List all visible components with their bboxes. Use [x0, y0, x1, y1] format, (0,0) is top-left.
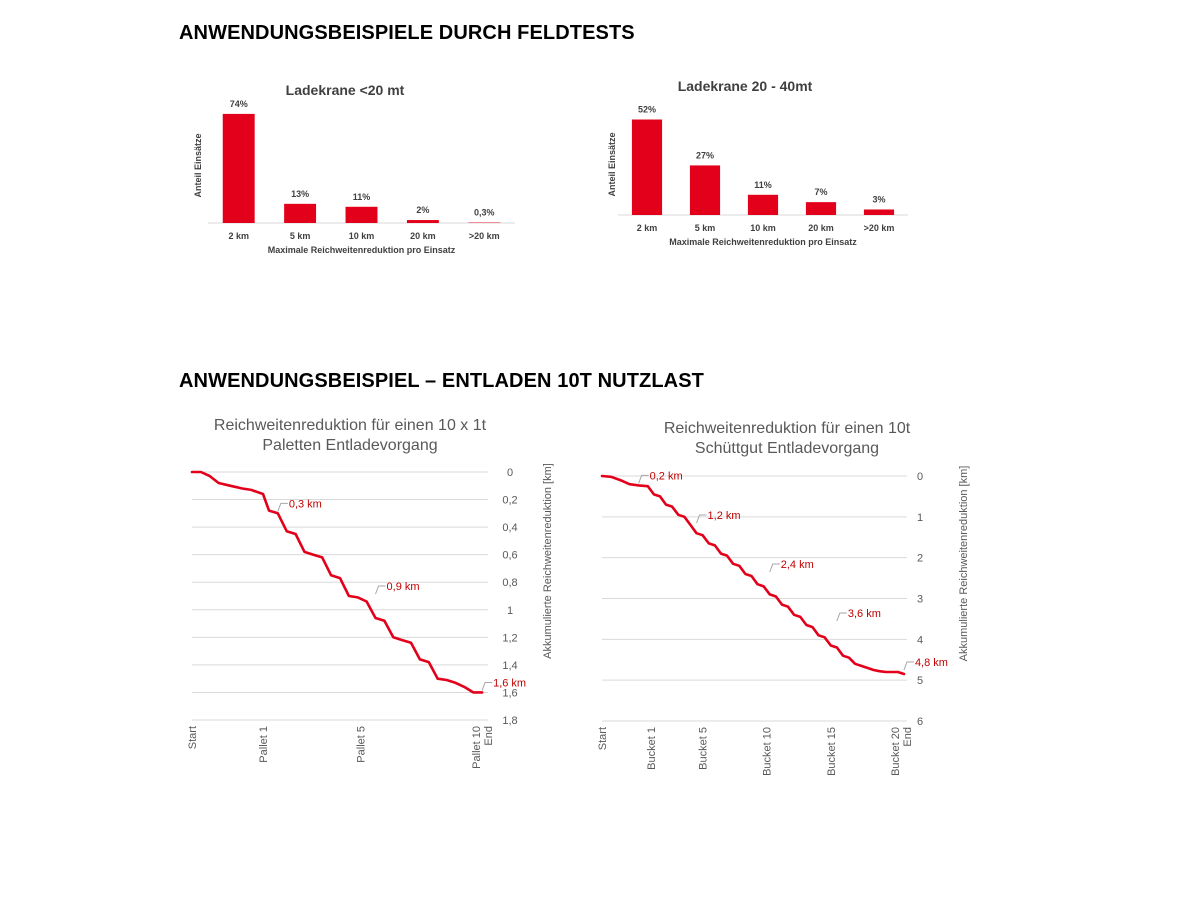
x-tick-label: End: [902, 727, 914, 747]
x-tick-label: Bucket 20: [889, 727, 902, 776]
data-label: 7%: [814, 187, 828, 198]
y-tick-label: 2: [916, 552, 924, 565]
section-heading-unloading: ANWENDUNGSBEISPIEL – ENTLADEN 10T NUTZLAST: [179, 370, 704, 392]
y-tick-label: 1: [506, 604, 514, 617]
x-tick-label: Start: [187, 726, 199, 750]
x-tick-label: 2 km: [228, 231, 249, 241]
x-tick-label: Pallet 10: [471, 726, 484, 769]
y-axis-label: Anteil Einsätze: [607, 132, 617, 197]
y-axis-label: Akkumulierte Reichweitenreduktion [km]: [958, 465, 970, 662]
y-tick-label: 0,8: [502, 577, 518, 590]
x-axis-label: Maximale Reichweitenreduktion pro Einsatz: [669, 237, 857, 247]
annotation-label: 0,9 km: [386, 581, 420, 593]
data-label: 11%: [754, 179, 772, 190]
x-tick-label: Bucket 15: [825, 727, 838, 776]
x-axis-label: Maximale Reichweitenreduktion pro Einsatz: [267, 245, 456, 255]
annotation-label: 3,6 km: [847, 608, 881, 620]
x-tick-label: End: [483, 726, 495, 746]
y-tick-label: 6: [916, 716, 924, 728]
section-heading-field-tests: ANWENDUNGSBEISPIELE DURCH FELDTESTS: [179, 22, 635, 44]
annotation-label: 1,6 km: [493, 677, 527, 690]
data-label: 0,3%: [474, 207, 495, 218]
annotation-leader: [904, 662, 914, 670]
chart-title: Ladekrane <20 mt: [285, 82, 405, 98]
y-tick-label: 0,2: [502, 494, 518, 507]
y-tick-label: 1,4: [502, 659, 518, 672]
x-tick-label: Pallet 1: [258, 726, 271, 763]
data-label: 52%: [637, 104, 657, 115]
data-label: 74%: [229, 98, 248, 109]
y-tick-label: 0: [506, 467, 514, 479]
chart-title: Schüttgut Entladevorgang: [694, 440, 880, 457]
x-tick-label: 10 km: [750, 223, 776, 233]
x-tick-label: Start: [597, 727, 609, 751]
y-tick-label: 1: [916, 511, 924, 524]
chart-title: Reichweitenreduktion für einen 10t: [663, 420, 911, 437]
x-tick-label: Bucket 5: [697, 727, 710, 770]
data-label: 13%: [291, 188, 310, 199]
annotation-leader: [697, 515, 707, 523]
x-tick-label: 2 km: [636, 223, 658, 233]
chart-title: Paletten Entladevorgang: [262, 437, 438, 454]
series-line: [602, 476, 904, 674]
annotation-label: 4,8 km: [914, 657, 948, 669]
y-tick-label: 0: [916, 471, 924, 483]
y-tick-label: 1,6: [502, 687, 518, 700]
y-axis-label: Anteil Einsätze: [193, 133, 203, 198]
annotation-leader: [639, 475, 649, 483]
x-tick-label: Pallet 5: [355, 726, 368, 763]
y-tick-label: 1,8: [502, 715, 518, 727]
x-tick-label: >20 km: [468, 231, 500, 241]
y-tick-label: 0,6: [502, 549, 518, 562]
x-tick-label: 5 km: [694, 223, 716, 233]
x-tick-label: 5 km: [289, 231, 311, 241]
chart-title: Reichweitenreduktion für einen 10 x 1t: [213, 417, 487, 434]
data-label: 3%: [872, 194, 886, 205]
y-axis-label: Akkumulierte Reichweitenreduktion [km]: [542, 463, 554, 659]
annotation-label: 0,3 km: [288, 498, 322, 511]
x-tick-label: >20 km: [863, 223, 895, 233]
x-tick-label: 20 km: [808, 223, 834, 233]
annotation-label: 1,2 km: [707, 510, 741, 522]
x-tick-label: Bucket 1: [645, 727, 658, 770]
y-tick-label: 3: [916, 593, 924, 606]
y-tick-label: 0,4: [502, 522, 518, 535]
x-tick-label: 10 km: [348, 231, 375, 241]
annotation-label: 0,2 km: [649, 470, 683, 483]
data-label: 2%: [416, 205, 430, 216]
y-tick-label: 4: [916, 634, 924, 647]
x-tick-label: 20 km: [410, 231, 436, 241]
annotation-leader: [770, 564, 780, 572]
data-label: 27%: [695, 150, 715, 161]
chart-title: Ladekrane 20 - 40mt: [677, 78, 813, 94]
annotation-label: 2,4 km: [780, 559, 814, 571]
y-tick-label: 1,2: [502, 632, 518, 645]
annotation-leader: [837, 613, 847, 621]
x-tick-label: Bucket 10: [761, 727, 774, 776]
y-tick-label: 5: [916, 675, 924, 688]
data-label: 11%: [352, 191, 371, 202]
